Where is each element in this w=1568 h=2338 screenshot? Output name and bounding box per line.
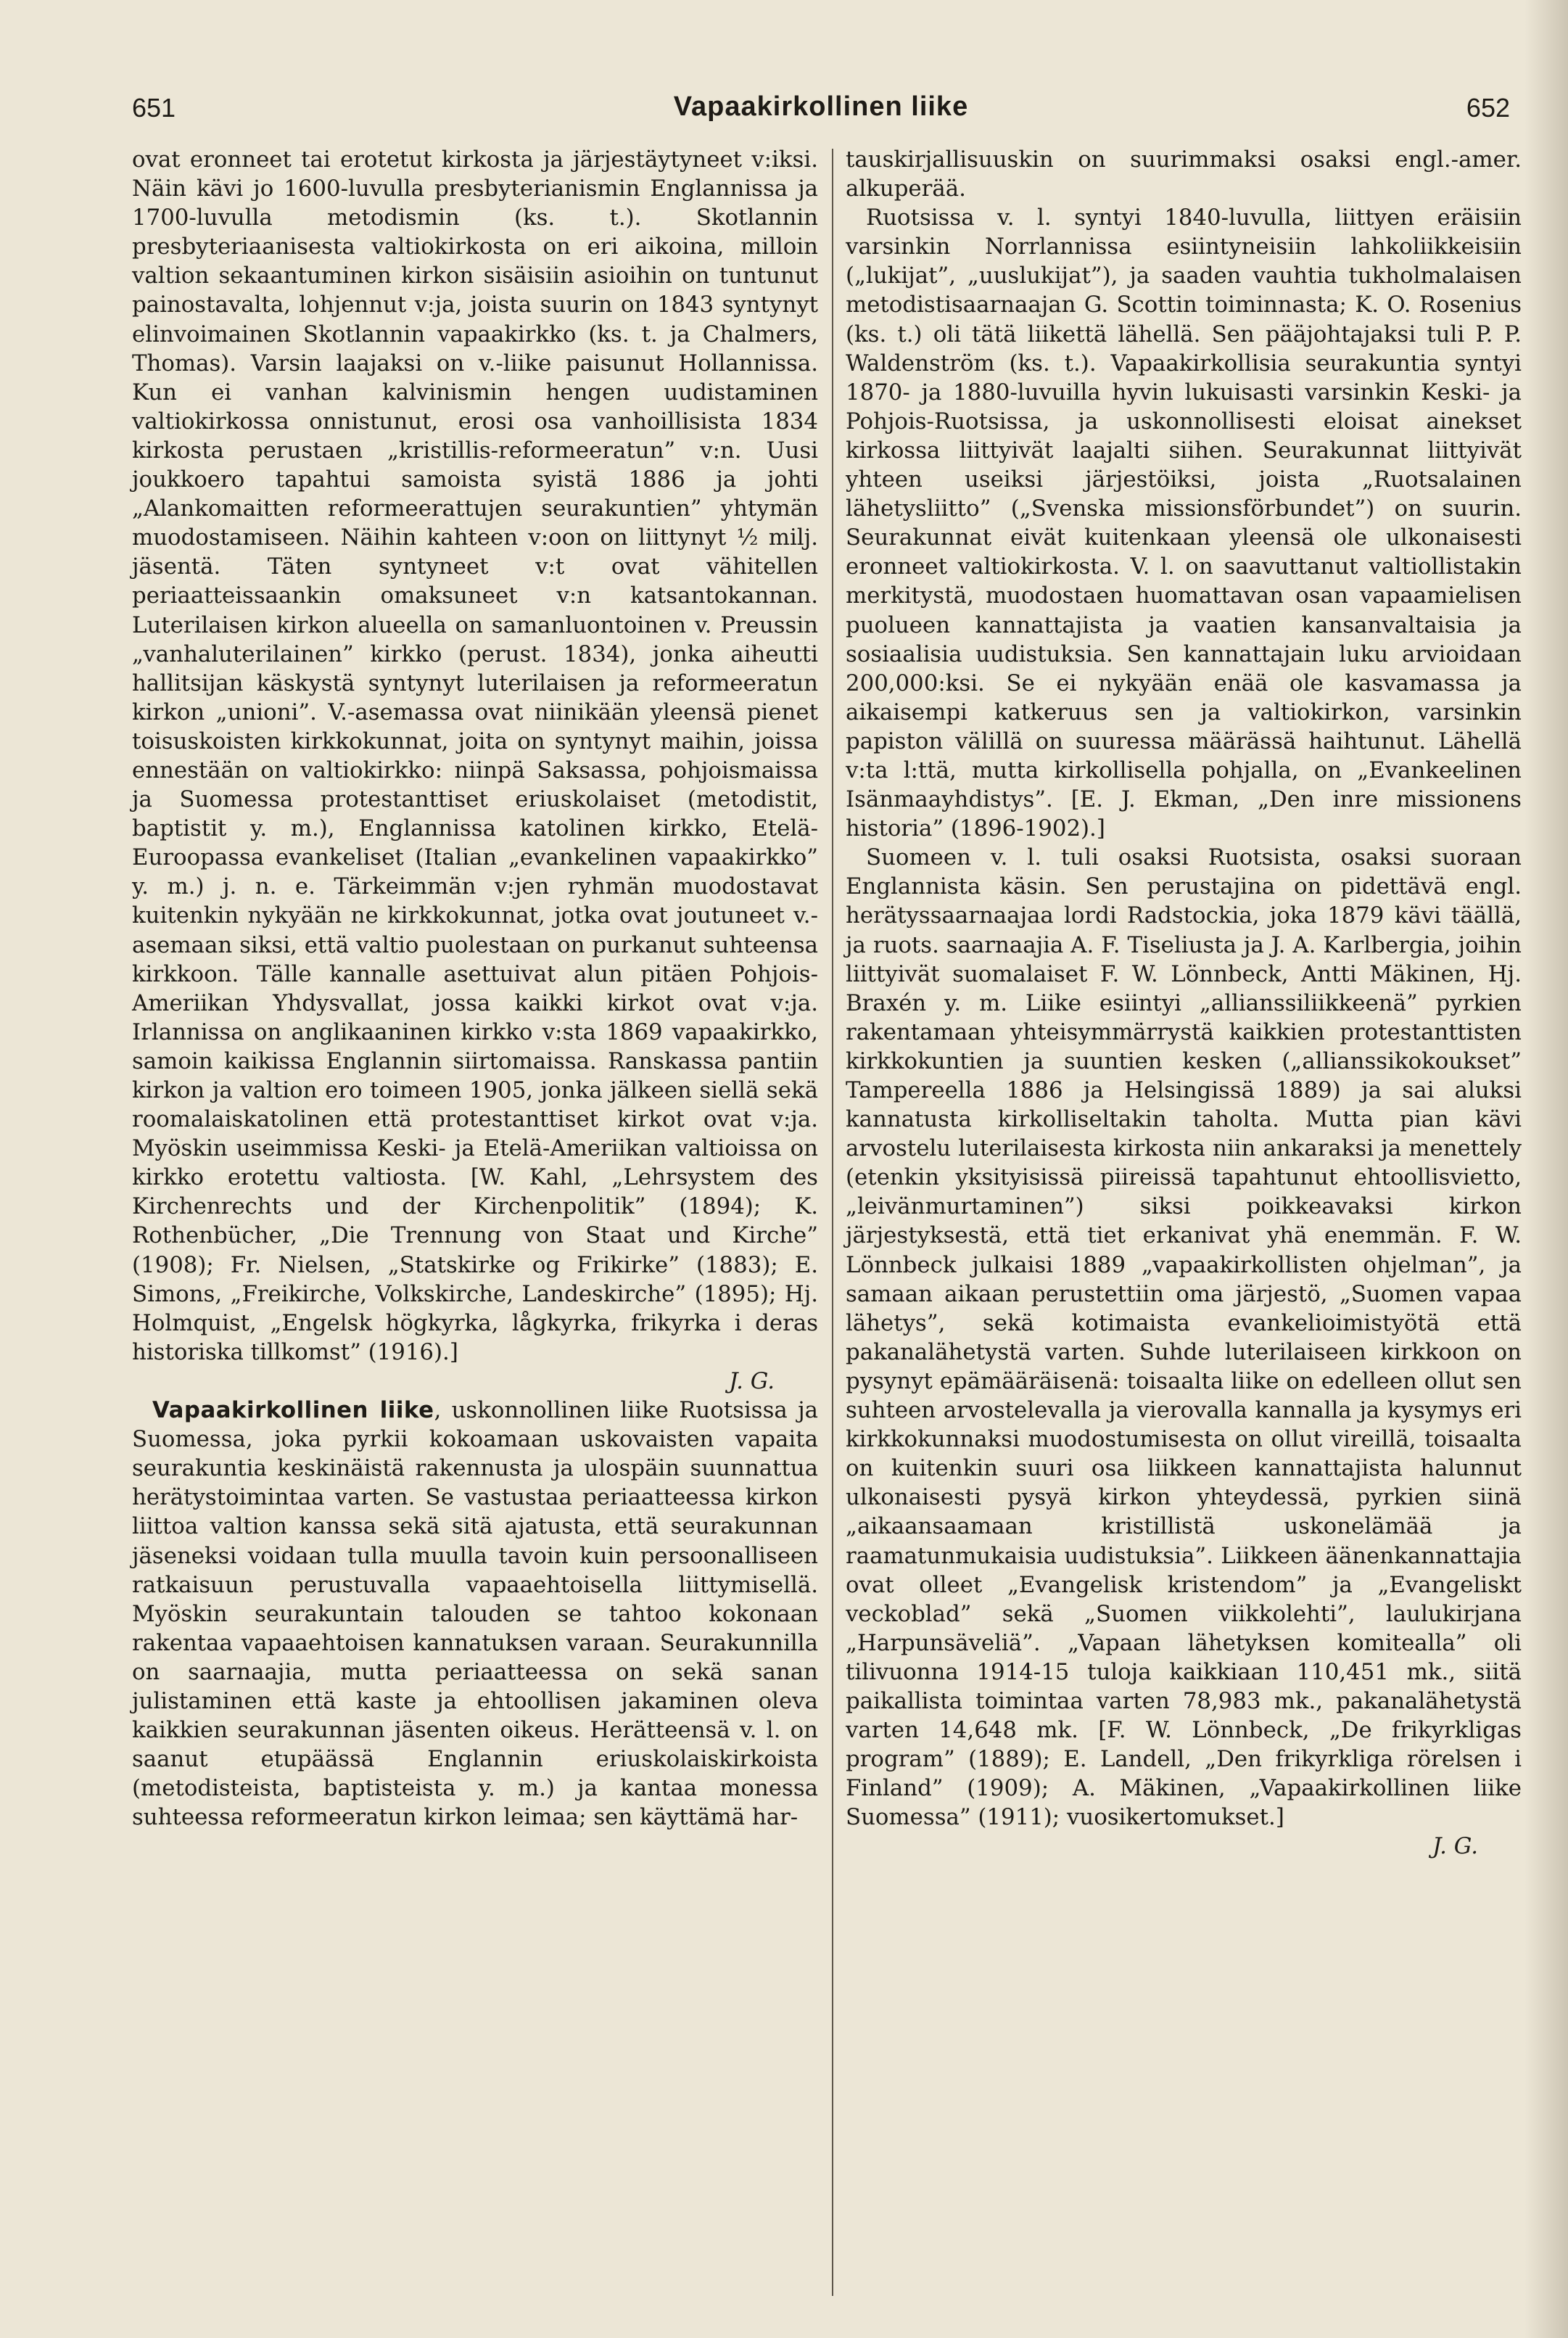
column-divider [832, 149, 833, 2296]
left-signature: J. G. [729, 1367, 775, 1394]
entry-title: Vapaakirkollinen liike [152, 1397, 434, 1424]
entry-body: , uskonnollinen liike Ruotsissa ja Suomessa, joka pyrkii kokoamaan uskovaisten vapaita seurakuntia keskinäistä rakennusta ja ulospäin suunnattua herätystoimintaa varten. Se vastustaa periaatteessa kirkon liittoa valtion kanssa sekä sitä ajatusta, että seurakunnan jäseneksi voidaan tulla muulla tavoin kuin persoonalliseen ratkaisuun perustuvalla vapaaehtoisella liittymisellä. Myöskin seurakuntain talouden se tahtoo kokonaan rakentaa vapaaehtoisen kannatuksen varaan. Seurakunnilla on saarnaajia, mutta periaatteessa on sekä sanan julistaminen että kaste ja ehtoollisen jakaminen oleva kaikkien seurakunnan jäsenten oikeus. Herätteensä v. l. on saanut etupäässä Englannin eriuskolaiskirkoista (metodisteista, baptisteista y. m.) ja kantaa monessa suhteessa reformeeratun kirkon leimaa; sen käyttämä har- [132, 1397, 818, 1831]
page-number-right: 652 [1466, 93, 1510, 123]
right-paragraph-3: Suomeen v. l. tuli osaksi Ruotsista, osaksi suoraan Englannista käsin. Sen perustajina on pidettävä engl. herätyssaarnaajaa lordi Radstockia, joka 1879 kävi täällä, ja ruots. saarnaajia A. F. Tiseliusta ja J. A. Karlbergia, joihin liittyivät suomalaiset F. W. Lönnbeck, Antti Mäkinen, Hj. Braxén y. m. Liike esiintyi „allianssiliikkeenä” pyrkien rakentamaan yhteisymmärrystä kaikkien protestanttisten kirkkokuntien ja suuntien kesken („allianssikokoukset” Tampereella 1886 ja Helsingissä 1889) ja sai aluksi kannatusta kirkolliseltakin taholta. Mutta pian kävi arvostelu luterilaisesta kirkosta niin ankaraksi ja menettely (etenkin yksityisissä piireissä tapahtunut ehtoollisvietto, „leivänmurtaminen”) siksi poikkeavaksi kirkon järjestyksestä, että tiet erkanivat yhä enemmän. F. W. Lönnbeck julkaisi 1889 „vapaakirkollisten ohjelman”, ja samaan aikaan perustettiin oma järjestö, „Suomen vapaa lähetys”, sekä kotimaista evankelioimistyötä että pakanalähetystä varten. Suhde luterilaiseen kirkkoon on pysynyt epämääräisenä: toisaalta liike on edelleen ollut sen suhteen arvostelevalla ja vierovalla kannalla ja kysymys eri kirkkokunnaksi muodostumisesta on ollut vireillä, toisaalta on kuitenkin suuri osa liikkeen kannattajista halunnut ulkonaisesti pysyä kirkon yhteydessä, pyrkien siinä „aikaansaamaan kristillistä uskonelämää ja raamatunmukaisia uudistuksia”. Liikkeen äänenkannattajia ovat olleet „Evangelisk kristendom” ja „Evangeliskt veckoblad” sekä „Suomen viikkolehti”, laulukirjana „Harpunsäveliä”. „Vapaan lähetyksen komitealla” oli tilivuonna 1914-15 tuloja kaikkiaan 110,451 mk., siitä paikallista toimintaa varten 78,983 mk., pakanalähetystä varten 14,648 mk. [F. W. Lönnbeck, „De frikyrkligas program” (1889); E. Landell, „Den frikyrkliga rörelsen i Finland” (1909); A. Mäkinen, „Vapaakirkollinen liike Suomessa” (1911); vuosikertomukset.] [846, 844, 1522, 1831]
right-column [846, 145, 1522, 1861]
right-paragraph-2: Ruotsissa v. l. syntyi 1840-luvulla, liittyen eräisiin varsinkin Norrlannissa esiintyneisiin lahkoliikkeisiin („lukijat”, „uuslukijat”), ja saaden vauhtia tukholmalaisen metodistisaarnaajan G. Scottin toiminnasta; K. O. Rosenius (ks. t.) oli tätä liikettä lähellä. Sen pääjohtajaksi tuli P. P. Waldenström (ks. t.). Vapaakirkollisia seurakuntia syntyi 1870- ja 1880-luvuilla hyvin lukuisasti varsinkin Keski- ja Pohjois-Ruotsissa, ja uskonnollisesti eloisat ainekset kirkossa liittyivät laajalti siihen. Seurakunnat liittyivät yhteen useiksi järjestöiksi, joista „Ruotsalainen lähetysliitto” („Svenska missionsförbundet”) on suurin. Seurakunnat eivät kuitenkaan yleensä ole ulkonaisesti eronneet valtiokirkosta. V. l. on saavuttanut valtiollistakin merkitystä, muodostaen huomattavan osan vapaamielisen puolueen kannattajista ja vaatien kansanvaltaisia ja sosiaalisia uudistuksia. Sen kannattajain luku arvioidaan 200,000:ksi. Se ei nykyään enää ole kasvamassa ja aikaisempi katkeruus sen ja valtiokirkon, varsinkin papiston välillä on suuressa määrässä haihtunut. Lähellä v:ta l:ttä, mutta kirkollisella pohjalla, on „Evankeelinen Isänmaayhdistys”. [E. J. Ekman, „Den inre missionens historia” (1896-1902).] [846, 205, 1522, 842]
left-column [132, 145, 818, 1832]
page-edge-shadow [1524, 0, 1568, 2338]
left-paragraph-2 [132, 1396, 818, 1832]
running-title: Vapaakirkollinen liike [673, 91, 969, 122]
right-paragraph-1: tauskirjallisuuskin on suurimmaksi osaksi engl.-amer. alkuperää. [846, 147, 1522, 202]
left-paragraph-1: ovat eronneet tai erotetut kirkosta ja järjestäytyneet v:iksi. Näin kävi jo 1600-luvulla presbyterianismin Englannissa ja 1700-luvulla metodismin (ks. t.). Skotlannin presbyteriaanisesta valtiokirkosta on eri aikoina, milloin valtion sekaantuminen kirkon sisäisiin asioihin on tuntunut painostavalta, lohjennut v:ja, joista suurin on 1843 syntynyt elinvoimainen Skotlannin vapaakirkko (ks. t. ja Chalmers, Thomas). Varsin laajaksi on v.-liike paisunut Hollannissa. Kun ei vanhan kalvinismin hengen uudistaminen valtiokirkossa onnistunut, erosi osa vanhoillisista 1834 kirkosta perustaen „kristillis-reformeeratun” v:n. Uusi joukkoero tapahtui samoista syistä 1886 ja johti „Alankomaitten reformeerattujen seurakuntien” yhtymän muodostamiseen. Näihin kahteen v:oon on liittynyt ½ milj. jäsentä. Täten syntyneet v:t ovat vähitellen periaatteissaankin omaksuneet v:n katsantokannan. Luterilaisen kirkon alueella on samanluontoinen v. Preussin „vanhaluterilainen” kirkko (perust. 1834), jonka aiheutti hallitsijan käskystä syntynyt luterilaisen ja reformeeratun kirkon „unioni”. V.-asemassa ovat niinikään yleensä pienet toisuskoisten kirkkokunnat, joita on syntynyt maihin, joissa ennestään on valtiokirkko: niinpä Saksassa, pohjoismaissa ja Suomessa protestanttiset eriuskolaiset (metodistit, baptistit y. m.), Englannissa katolinen kirkko, Etelä-Euroopassa evankeliset (Italian „evankelinen vapaakirkko” y. m.) j. n. e. Tärkeimmän v:jen ryhmän muodostavat kuitenkin nykyään ne kirkkokunnat, jotka ovat joutuneet v.-asemaan siksi, että valtio puolestaan on purkanut suhteensa kirkkoon. Tälle kannalle asettuivat alun pitäen Pohjois-Ameriikan Yhdysvallat, jossa kaikki kirkot ovat v:ja. Irlannissa on anglikaaninen kirkko v:sta 1869 vapaakirkko, samoin kaikissa Englannin siirtomaissa. Ranskassa pantiin kirkon ja valtion ero toimeen 1905, jonka jälkeen siellä sekä roomalaiskatolinen että protestanttiset kirkot ovat v:ja. Myöskin useimmissa Keski- ja Etelä-Ameriikan valtioissa on kirkko erotettu valtiosta. [W. Kahl, „Lehrsystem des Kirchenrechts und der Kirchenpolitik” (1894); K. Rothenbücher, „Die Trennung von Staat und Kirche” (1908); Fr. Nielsen, „Statskirke og Frikirke” (1883); E. Simons, „Freikirche, Volkskirche, Landeskirche” (1895); Hj. Holmquist, „Engelsk högkyrka, lågkyrka, frikyrka i deras historiska tillkomst” (1916).] [132, 147, 818, 1365]
page-header [132, 93, 1510, 144]
page-number-left: 651 [132, 93, 176, 123]
right-signature: J. G. [1432, 1833, 1478, 1860]
